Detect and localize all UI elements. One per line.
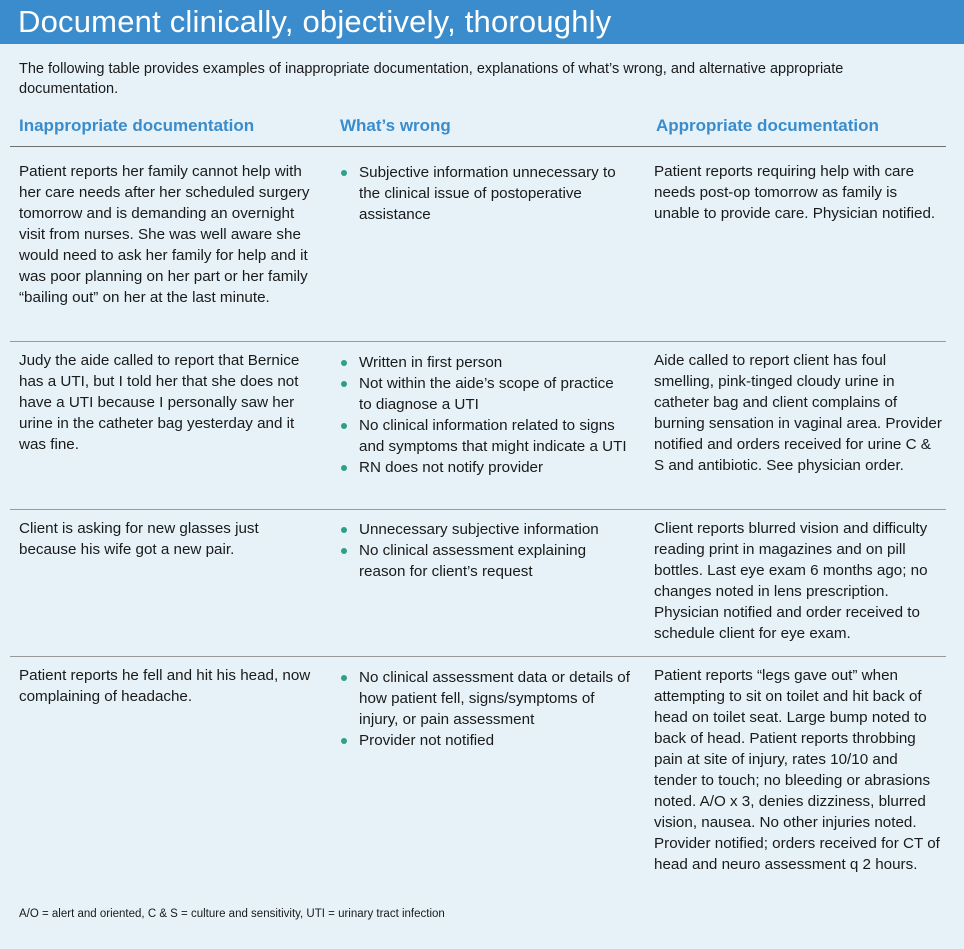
page-title: Document clinically, objectively, thoroughly (18, 4, 612, 39)
row-2-wrong-item: Written in first person (340, 352, 630, 373)
row-divider (10, 509, 946, 510)
row-1-appropriate: Patient reports requiring help with care needs post-op tomorrow as family is unable to provide care. Physician notified. (654, 163, 936, 222)
row-4-inappropriate: Patient reports he fell and hit his head, now complaining of headache. (19, 667, 311, 705)
row-2-appropriate: Aide called to report client has foul smelling, pink-tinged cloudy urine in catheter bag and client complains of burning sensation in vaginal area. Provider notified and orders received for urine C & S and antibiotic. See physician order. (654, 352, 942, 474)
row-3-whats-wrong (340, 519, 630, 582)
row-2-wrong-item: No clinical information related to signs and symptoms that might indicate a UTI (340, 415, 630, 457)
column-header-inappropriate: Inappropriate documentation (19, 116, 255, 135)
row-2-wrong-item: RN does not notify provider (340, 457, 630, 478)
column-header-whats-wrong: What’s wrong (340, 116, 451, 135)
row-4-wrong-list (340, 667, 630, 751)
row-2-whats-wrong (340, 352, 630, 478)
row-4-wrong-item: No clinical assessment data or details of how patient fell, signs/symptoms of injury, or pain assessment (340, 667, 630, 730)
footnote: A/O = alert and oriented, C & S = culture and sensitivity, UTI = urinary tract infection (19, 908, 445, 920)
row-4-appropriate: Patient reports “legs gave out” when attempting to sit on toilet and hit back of head on toilet seat. Large bump noted to back of head. Patient reports throbbing pain at site of injury, rates 10/10 and tender to touch; no bleeding or abrasions noted. A/O x 3, denies dizziness, blurred vision, nausea. No other injuries noted. Provider notified; orders received for CT of head and neuro assessment q 2 hours. (654, 667, 940, 873)
row-4-whats-wrong (340, 667, 630, 751)
row-3-wrong-item: No clinical assessment explaining reason for client’s request (340, 540, 630, 582)
row-1-wrong-list (340, 162, 630, 225)
row-3-wrong-list (340, 519, 630, 582)
row-3-wrong-item: Unnecessary subjective information (340, 519, 630, 540)
column-header-appropriate: Appropriate documentation (656, 116, 879, 135)
row-3-appropriate: Client reports blurred vision and difficulty reading print in magazines and on pill bottles. Last eye exam 6 months ago; no changes noted in lens prescription. Physician notified and order received to schedule client for eye exam. (654, 520, 928, 642)
row-2-inappropriate: Judy the aide called to report that Bernice has a UTI, but I told her that she does not have a UTI because I personally saw her urine in the catheter bag yesterday and it was fine. (19, 352, 300, 453)
title-banner (0, 0, 964, 44)
row-divider (10, 341, 946, 342)
intro-text: The following table provides examples of inappropriate documentation, explanations of what’s wrong, and alternative appropriate documentation. (19, 61, 844, 97)
row-3-inappropriate: Client is asking for new glasses just because his wife got a new pair. (19, 520, 259, 558)
row-2-wrong-item: Not within the aide’s scope of practice to diagnose a UTI (340, 373, 630, 415)
row-1-wrong-item: Subjective information unnecessary to the clinical issue of postoperative assistance (340, 162, 630, 225)
header-divider (10, 146, 946, 147)
row-4-wrong-item: Provider not notified (340, 730, 630, 751)
row-1-whats-wrong (340, 162, 630, 225)
row-1-inappropriate: Patient reports her family cannot help with her care needs after her scheduled surgery tomorrow and is demanding an overnight visit from nurses. She was well aware she would need to ask her family for help and it was poor planning on her part or her family “bailing out” on her at the last minute. (19, 163, 310, 306)
row-divider (10, 656, 946, 657)
row-2-wrong-list (340, 352, 630, 478)
